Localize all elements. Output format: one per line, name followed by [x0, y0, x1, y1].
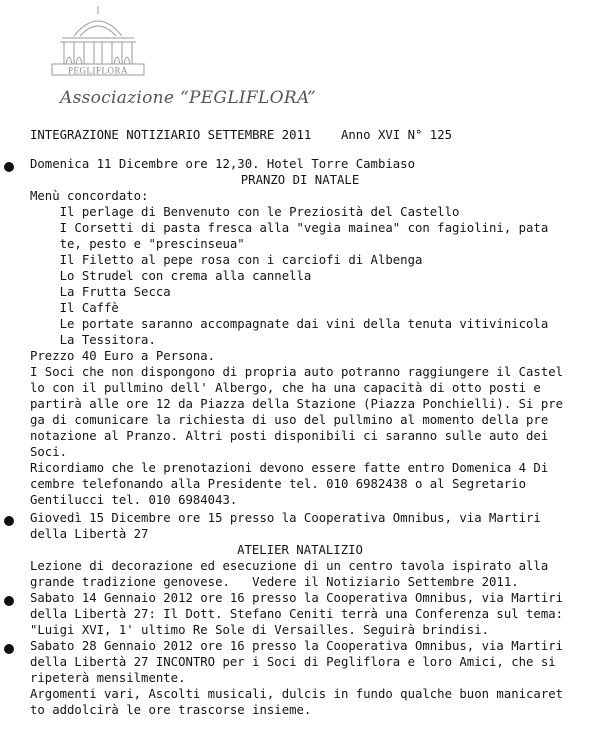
menu-item: La Frutta Secca	[30, 285, 171, 299]
pavilion-emblem-icon	[44, 4, 152, 78]
atelier-description: Lezione di decorazione ed esecuzione di un centro tavola ispirato alla	[30, 559, 549, 573]
event-bullet	[4, 516, 14, 526]
event-bullet	[4, 162, 14, 172]
newsletter-header	[30, 128, 590, 142]
event-atelier-heading: Giovedì 15 Dicembre ore 15 presso la Cooperativa Omnibus, via Martiri	[30, 511, 541, 525]
menu-wine-note: Le portate saranno accompagnate dai vini della tenuta vitivinicola	[30, 317, 549, 331]
conference-topic: "Luigi XVI, 1' ultimo Re Sole di Versailles. Seguirà brindisi.	[30, 623, 490, 637]
atelier-description: grande tradizione genovese. Vedere il Notiziario Settembre 2011.	[30, 575, 519, 589]
shuttle-paragraph: notazione al Pranzo. Altri posti disponibili ci saranno sulle auto dei	[30, 429, 549, 443]
shuttle-paragraph: Soci.	[30, 445, 68, 459]
price-line: Prezzo 40 Euro a Persona.	[30, 349, 216, 363]
menu-item: I Corsetti di pasta fresca alla "vegia mainea" con fagiolini, pata	[30, 221, 549, 235]
event-meeting-heading: Sabato 28 Gennaio 2012 ore 16 presso la Cooperativa Omnibus, via Martiri	[30, 639, 564, 653]
event-meeting-heading: ripeterà mensilmente.	[30, 671, 186, 685]
meeting-description: to addolcirà le ore trascorse insieme.	[30, 703, 312, 717]
event-christmas-lunch-heading: Domenica 11 Dicembre ore 12,30. Hotel Torre Cambiaso	[30, 157, 415, 171]
event-atelier-heading: della Libertà 27	[30, 527, 149, 541]
atelier-title: ATELIER NATALIZIO	[237, 543, 363, 557]
menu-wine-note-continued: La Tessitora.	[30, 333, 156, 347]
event-meeting-heading: della Libertà 27 INCONTRO per i Soci di Pegliflora e loro Amici, che si	[30, 655, 556, 669]
event-bullet	[4, 596, 14, 606]
shuttle-paragraph: lo con il pullmino dell' Albergo, che ha una capacità di otto posti e	[30, 381, 541, 395]
pegliflora-logo	[44, 4, 152, 78]
booking-paragraph: cembre telefonando alla Presidente tel. 010 6982438 o al Segretario	[30, 477, 527, 491]
menu-item: Lo Strudel con crema alla cannella	[30, 269, 312, 283]
issue-number: Anno XVI N° 125	[340, 128, 453, 142]
association-name: Associazione “PEGLIFLORA”	[60, 88, 317, 108]
menu-item: Il perlage di Benvenuto con le Preziosità del Castello	[30, 205, 460, 219]
newsletter-title: INTEGRAZIONE NOTIZIARIO SETTEMBRE 2011	[30, 128, 312, 142]
shuttle-paragraph: I Soci che non dispongono di propria auto potranno raggiungere il Castel	[30, 365, 564, 379]
event-conference-heading: Sabato 14 Gennaio 2012 ore 16 presso la Cooperativa Omnibus, via Martiri	[30, 591, 564, 605]
menu-item: Il Filetto al pepe rosa con i carciofi di Albenga	[30, 253, 423, 267]
event-conference-heading: della Libertà 27: Il Dott. Stefano Ceniti terrà una Conferenza sul tema:	[30, 607, 564, 621]
shuttle-paragraph: partirà alle ore 12 da Piazza della Stazione (Piazza Ponchielli). Si pre	[30, 397, 564, 411]
menu-item: Il Caffè	[30, 301, 119, 315]
booking-paragraph: Gentilucci tel. 010 6984043.	[30, 493, 238, 507]
christmas-lunch-title: PRANZO DI NATALE	[240, 173, 360, 187]
logo-caption: PEGLIFLORA	[67, 65, 129, 76]
shuttle-paragraph: ga di comunicare la richiesta di uso del pullmino al momento della pre	[30, 413, 549, 427]
booking-paragraph: Ricordiamo che le prenotazioni devono essere fatte entro Domenica 4 Di	[30, 461, 549, 475]
meeting-description: Argomenti vari, Ascolti musicali, dulcis in fundo qualche buon manicaret	[30, 687, 564, 701]
menu-item-continued: te, pesto e "prescinseua"	[30, 237, 245, 251]
event-bullet	[4, 644, 14, 654]
menu-label: Menù concordato:	[30, 189, 149, 203]
